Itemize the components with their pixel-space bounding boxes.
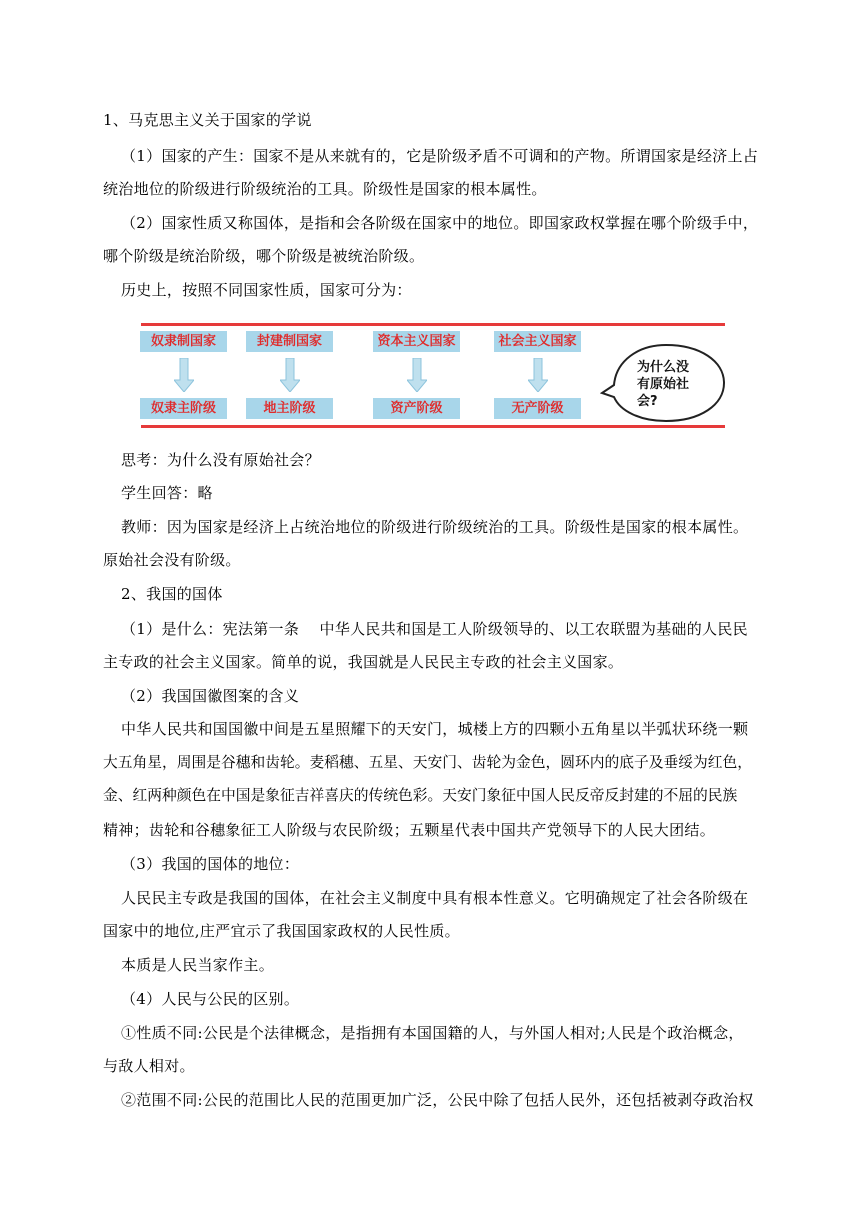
- paragraph-student-answer: 学生回答：略: [121, 484, 213, 502]
- state-types-diagram: [137, 321, 730, 429]
- box-slave-owner-class: 奴隶主阶级: [140, 398, 227, 419]
- paragraph-nature-diff-line1: ①性质不同:公民是个法律概念，是指拥有本国国籍的人，与外国人相对;人民是个政治概念，: [121, 1024, 744, 1042]
- paragraph-scope-diff-line1: ②范围不同:公民的范围比人民的范围更加广泛，公民中除了包括人民外，还包括被剥夺政治权: [121, 1091, 754, 1109]
- paragraph-state-nature-line2: 哪个阶级是统治阶级，哪个阶级是被统治阶级。: [103, 247, 425, 265]
- paragraph-history-intro: 历史上，按照不同国家性质，国家可分为：: [121, 281, 412, 299]
- box-feudal-state: 封建制国家: [246, 331, 333, 352]
- heading-our-state-system: 2、我国的国体: [121, 585, 223, 603]
- box-landlord-class: 地主阶级: [246, 398, 333, 419]
- subheading-people-vs-citizens: （4）人民与公民的区别。: [121, 990, 300, 1008]
- down-arrow-icon: [174, 358, 194, 392]
- paragraph-think: 思考：为什么没有原始社会？: [121, 451, 320, 469]
- paragraph-teacher-line1: 教师：因为国家是经济上占统治地位的阶级进行阶级统治的工具。阶级性是国家的根本属性。: [121, 518, 749, 536]
- paragraph-emblem-line1: 中华人民共和国国徽中间是五星照耀下的天安门，城楼上方的四颗小五角星以半弧状环绕一颗: [121, 720, 749, 738]
- paragraph-state-origin-line2: 统治地位的阶级进行阶级统治的工具。阶级性是国家的根本属性。: [103, 180, 547, 198]
- paragraph-teacher-line2: 原始社会没有阶级。: [103, 551, 241, 569]
- paragraph-status-line1: 人民民主专政是我国的国体，在社会主义制度中具有根本性意义。它明确规定了社会各阶级在: [121, 889, 749, 907]
- bubble-line: 为什么没: [637, 360, 690, 375]
- box-capitalist-state: 资本主义国家: [373, 331, 460, 352]
- diagram-top-rule: [141, 323, 725, 326]
- heading-marxism-state-theory: 1、马克思主义关于国家的学说: [103, 111, 312, 129]
- paragraph-state-origin-line1: （1）国家的产生：国家不是从来就有的，它是阶级矛盾不可调和的产物。所谓国家是经济上占: [121, 147, 759, 165]
- paragraph-emblem-line4: 精神；齿轮和谷穗象征工人阶级与农民阶级；五颗星代表中国共产党领导下的人民大团结。: [103, 821, 716, 839]
- subheading-state-system-status: （3）我国的国体的地位：: [121, 855, 300, 873]
- diagram-bottom-rule: [141, 425, 725, 428]
- paragraph-emblem-line3: 金、红两种颜色在中国是象征吉祥喜庆的传统色彩。天安门象征中国人民反帝反封建的不屈的民族: [103, 787, 738, 804]
- subheading-national-emblem: （2）我国国徽图案的含义: [121, 687, 300, 705]
- box-slave-state: 奴隶制国家: [140, 331, 227, 352]
- paragraph-what-line2: 主专政的社会主义国家。简单的说，我国就是人民民主专政的社会主义国家。: [103, 653, 624, 671]
- down-arrow-icon: [528, 358, 548, 392]
- bubble-line: 有原始社: [637, 377, 690, 392]
- paragraph-what-line1: （1）是什么：宪法第一条 中华人民共和国是工人阶级领导的、以工农联盟为基础的人民民: [121, 620, 748, 638]
- paragraph-nature-diff-line2: 与敌人相对。: [103, 1057, 195, 1075]
- down-arrow-icon: [280, 358, 300, 392]
- box-socialist-state: 社会主义国家: [494, 331, 581, 352]
- bubble-line: 会?: [637, 394, 658, 409]
- box-bourgeois-class: 资产阶级: [373, 398, 460, 419]
- down-arrow-icon: [407, 358, 427, 392]
- paragraph-emblem-line2: 大五角星，周围是谷穗和齿轮。麦稻穗、五星、天安门、齿轮为金色，圆环内的底子及垂绥为红色，: [103, 754, 752, 771]
- paragraph-essence: 本质是人民当家作主。: [121, 956, 275, 974]
- paragraph-status-line2: 国家中的地位,庄严宜示了我国国家政权的人民性质。: [103, 922, 460, 940]
- box-proletariat-class: 无产阶级: [494, 398, 581, 419]
- speech-bubble-text: [637, 359, 701, 410]
- paragraph-state-nature-line1: （2）国家性质又称国体，是指和会各阶级在国家中的地位。即国家政权掌握在哪个阶级手中，: [121, 214, 759, 232]
